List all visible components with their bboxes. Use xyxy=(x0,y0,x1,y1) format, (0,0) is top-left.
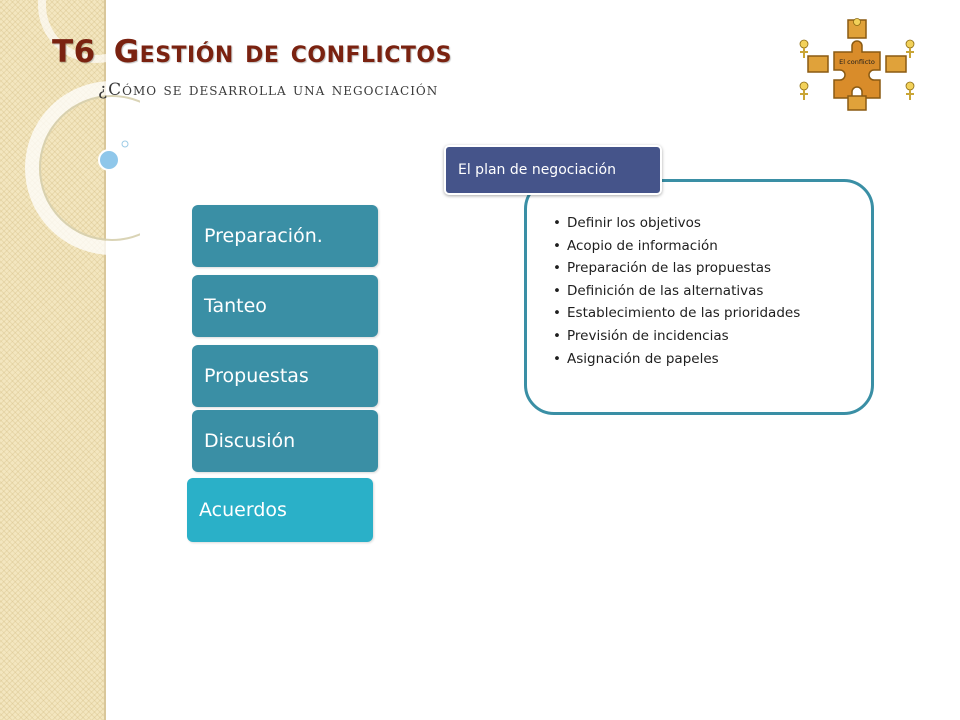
step-acuerdos: Acuerdos xyxy=(187,478,373,542)
step-tanteo: Tanteo xyxy=(192,275,378,337)
slide-title xyxy=(52,34,452,70)
step-preparacion: Preparación. xyxy=(192,205,378,267)
plan-item: • Asignación de papeles xyxy=(553,348,800,371)
title-text: Gestión de conflictos xyxy=(113,34,452,70)
plan-item: • Previsión de incidencias xyxy=(553,325,800,348)
plan-item: • Establecimiento de las prioridades xyxy=(553,302,800,325)
slide-subtitle: ¿Cómo se desarrolla una negociación xyxy=(98,80,439,100)
plan-heading: El plan de negociación xyxy=(444,145,662,195)
conflict-puzzle-logo xyxy=(794,16,920,112)
plan-item: • Definir los objetivos xyxy=(553,212,800,235)
plan-item: • Acopio de información xyxy=(553,235,800,258)
step-discusion: Discusión xyxy=(192,410,378,472)
logo-label: El conflicto xyxy=(839,58,875,66)
title-number: T6 xyxy=(52,34,96,70)
step-propuestas: Propuestas xyxy=(192,345,378,407)
plan-item: • Definición de las alternativas xyxy=(553,280,800,303)
plan-item: • Preparación de las propuestas xyxy=(553,257,800,280)
plan-box xyxy=(524,179,874,415)
plan-list xyxy=(553,212,800,370)
